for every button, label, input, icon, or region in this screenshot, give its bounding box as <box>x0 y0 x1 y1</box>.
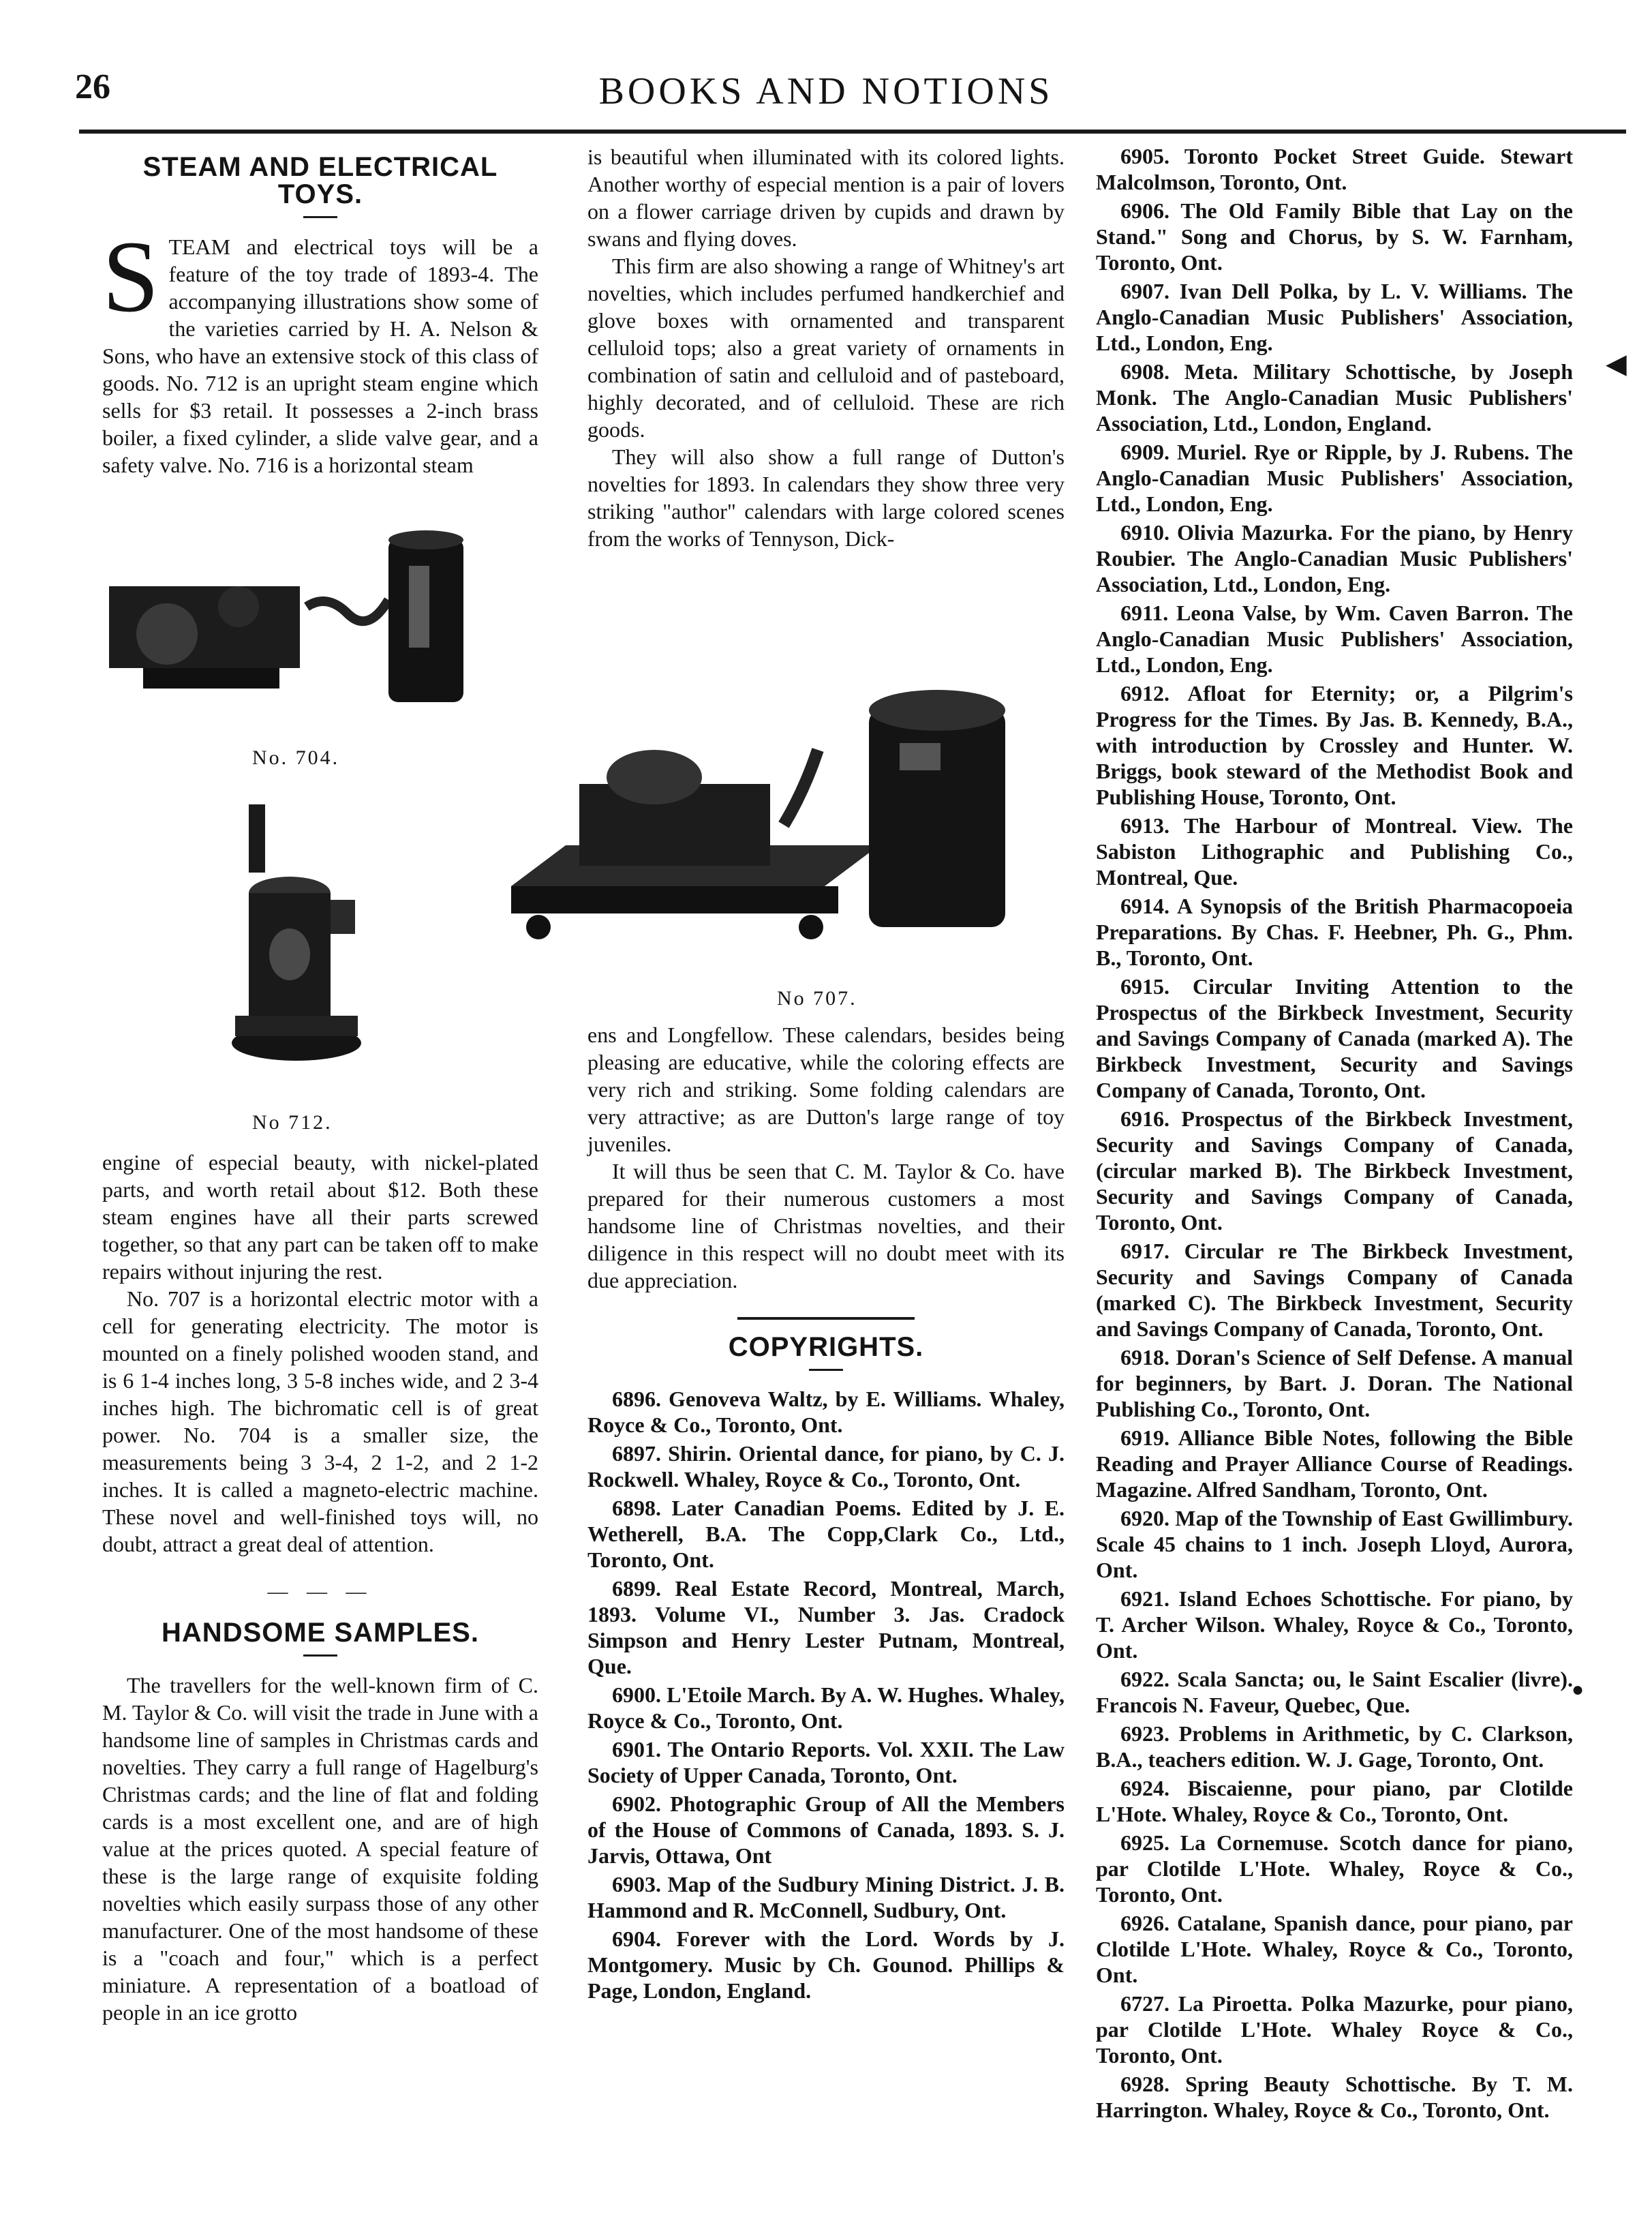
caption-712: No 712. <box>252 1111 333 1134</box>
copyright-entry: 6909. Muriel. Rye or Ripple, by J. Rubens. The Anglo-Canadian Music Publishers' Association, Ltd., London, Eng. <box>1096 440 1573 516</box>
margin-arrow-mark: ◀ <box>1606 348 1627 379</box>
copyright-entry: 6903. Map of the Sudbury Mining District. J. B. Hammond and R. McConnell, Sudbury, Ont. <box>587 1872 1065 1922</box>
samples-para-5: ens and Longfellow. These calendars, besides being pleasing are educative, while the coloring effects are very rich and striking. Some folding calendars are very attractive; as are Dutton's large range of toy juveniles. <box>587 1023 1065 1156</box>
copyright-entry: 6910. Olivia Mazurka. For the piano, by Henry Roubier. The Anglo-Canadian Music Publishers' Association, Ltd., London, Eng. <box>1096 520 1573 596</box>
heading-rule-2 <box>303 1654 337 1657</box>
copyright-entry: 6920. Map of the Township of East Gwillimbury. Scale 45 chains to 1 inch. Joseph Lloyd, Aurora, Ont. <box>1096 1506 1573 1582</box>
copyright-entry: 6923. Problems in Arithmetic, by C. Clarkson, B.A., teachers edition. W. J. Gage, Toronto, Ont. <box>1096 1721 1573 1772</box>
copyright-entry: 6905. Toronto Pocket Street Guide. Stewart Malcolmson, Toronto, Ont. <box>1096 144 1573 194</box>
copyright-entry: 6897. Shirin. Oriental dance, for piano, by C. J. Rockwell. Whaley, Royce & Co., Toronto, Ont. <box>587 1441 1065 1492</box>
copyright-entry: 6900. L'Etoile March. By A. W. Hughes. Whaley, Royce & Co., Toronto, Ont. <box>587 1682 1065 1733</box>
dropcap: S <box>102 220 159 333</box>
figure-707-illustration <box>498 682 1029 982</box>
column-1 <box>102 153 538 479</box>
margin-ink-blot: ● <box>1572 1678 1585 1701</box>
copyright-entry: 6911. Leona Valse, by Wm. Caven Barron. The Anglo-Canadian Music Publishers' Association, Ltd., London, Eng. <box>1096 601 1573 677</box>
caption-704: No. 704. <box>252 746 340 769</box>
samples-para-6: It will thus be seen that C. M. Taylor & Co. have prepared for their numerous customers a most handsome line of Christmas novelties, and their diligence in this respect will no doubt meet with its due appreciation. <box>587 1159 1065 1292</box>
header-rule <box>79 130 1626 134</box>
samples-heading: HANDSOME SAMPLES. <box>162 1618 479 1648</box>
copyright-entry: 6922. Scala Sancta; ou, le Saint Escalier (livre). Francois N. Faveur, Quebec, Que. <box>1096 1667 1573 1717</box>
copyrights-heading: COPYRIGHTS. <box>728 1332 924 1362</box>
copyright-entry: 6904. Forever with the Lord. Words by J. Montgomery. Music by Ch. Gounod. Phillips & Page, London, England. <box>587 1926 1065 2003</box>
copyright-entry: 6919. Alliance Bible Notes, following the Bible Reading and Prayer Alliance Course of Readings. Magazine. Alfred Sandham, Toronto, Ont. <box>1096 1425 1573 1502</box>
samples-para-1: The travellers for the well-known firm of C. M. Taylor & Co. will visit the trade in June with a handsome line of samples in Christmas cards and novelties. They carry a full range of Hagelburg's Christmas cards; and the line of flat and folding cards is a most excellent one, and are of high value at the prices quoted. A special feature of these is the large range of exquisite folding novelties which easily surpass those of any other manufacturer. One of the most handsome of these is a "coach and four," which is a perfect miniature. A representation of a boatload of people in an ice grotto <box>102 1673 538 2025</box>
copyrights-list-col2 <box>587 1386 1065 2003</box>
copyright-entry: 6917. Circular re The Birkbeck Investment, Security and Savings Company of Canada (marked C). The Birkbeck Investment, Security and Savings Company of Canada, Toronto, Ont. <box>1096 1239 1573 1341</box>
copyrights-rule <box>737 1317 915 1320</box>
heading-rule <box>303 216 337 218</box>
copyright-entry: 6901. The Ontario Reports. Vol. XXII. The Law Society of Upper Canada, Toronto, Ont. <box>587 1737 1065 1787</box>
samples-para-4: They will also show a full range of Dutton's novelties for 1893. In calendars they show three very striking "author" calendars with large colored scenes from the works of Tennyson, Dick- <box>587 444 1065 551</box>
journal-title: BOOKS AND NOTIONS <box>598 70 1054 112</box>
copyright-entry: 6899. Real Estate Record, Montreal, March, 1893. Volume VI., Number 3. Jas. Cradock Simpson and Henry Lester Putnam, Montreal, Que. <box>587 1576 1065 1678</box>
copyright-entry: 6907. Ivan Dell Polka, by L. V. Williams. The Anglo-Canadian Music Publishers' Association, Ltd., London, Eng. <box>1096 279 1573 355</box>
column-1-continued <box>102 1149 538 2026</box>
copyright-entry: 6924. Biscaienne, pour piano, par Clotilde L'Hote. Whaley, Royce & Co., Toronto, Ont. <box>1096 1776 1573 1826</box>
copyright-entry: 6908. Meta. Military Schottische, by Joseph Monk. The Anglo-Canadian Music Publishers' Association, Ltd., London, England. <box>1096 359 1573 436</box>
copyright-entry: 6727. La Piroetta. Polka Mazurke, pour piano, par Clotilde L'Hote. Whaley Royce & Co., Toronto, Ont. <box>1096 1991 1573 2068</box>
steam-intro <box>102 220 538 479</box>
copyright-entry: 6896. Genoveva Waltz, by E. Williams. Whaley, Royce & Co., Toronto, Ont. <box>587 1387 1065 1437</box>
samples-para-2: is beautiful when illuminated with its colored lights. Another worthy of especial mention is a pair of lovers on a flower carriage driven by cupids and drawn by swans and flying doves. <box>587 145 1065 251</box>
caption-707: No 707. <box>777 987 857 1010</box>
steam-para-2: engine of especial beauty, with nickel-plated parts, and worth retail about $12. Both these steam engines have all their parts screwed together, so that any part can be taken off to make repairs without injuring the rest. <box>102 1150 538 1284</box>
copyright-entry: 6906. The Old Family Bible that Lay on the Stand." Song and Chorus, by S. W. Farnham, Toronto, Ont. <box>1096 198 1573 275</box>
page-number: 26 <box>75 67 110 106</box>
column-2-continued <box>587 1021 1065 2006</box>
steam-para-3: No. 707 is a horizontal electric motor with a cell for generating electricity. The motor is mounted on a finely polished wooden stand, and is 6 1-4 inches long, 3 5-8 inches wide, and 2 3-4 inches high. The bichromatic cell is of great power. No. 704 is a smaller size, the measurements being 3 3-4, 2 1-2, and 2 1-2 inches. It is called a magneto-electric machine. These novel and well-finished toys will, no doubt, attract a great deal of attention. <box>102 1286 538 1556</box>
copyright-entry: 6918. Doran's Science of Self Defense. A manual for beginners, by Bart. J. Doran. The National Publishing Co., Toronto, Ont. <box>1096 1345 1573 1421</box>
copyright-entry: 6925. La Cornemuse. Scotch dance for piano, par Clotilde L'Hote. Whaley, Royce & Co., Toronto, Ont. <box>1096 1830 1573 1907</box>
copyright-entry: 6914. A Synopsis of the British Pharmacopoeia Preparations. By Chas. F. Heebner, Ph. G., Phm. B., Toronto, Ont. <box>1096 894 1573 970</box>
figure-712-illustration <box>221 798 371 1070</box>
copyright-entry: 6912. Afloat for Eternity; or, a Pilgrim's Progress for the Times. By Jas. B. Kennedy, B.A., with introduction by Crossley and Hunter. W. Briggs, book steward of the Methodist Book and Publishing House, Toronto, Ont. <box>1096 681 1573 809</box>
samples-para-3: This firm are also showing a range of Whitney's art novelties, which includes perfumed handkerchief and glove boxes with ornamented and transparent celluloid tops; also a great variety of ornaments in combination of satin and celluloid and of pasteboard, highly decorated, and of celluloid. These are rich goods. <box>587 254 1065 442</box>
copyright-entry: 6898. Later Canadian Poems. Edited by J. E. Wetherell, B.A. The Copp,Clark Co., Ltd., Toronto, Ont. <box>587 1496 1065 1572</box>
figure-704-illustration <box>102 525 484 736</box>
copyright-entry: 6926. Catalane, Spanish dance, pour piano, par Clotilde L'Hote. Whaley, Royce & Co., Toronto, Ont. <box>1096 1911 1573 1987</box>
copyrights-list-col3 <box>1096 143 1573 2126</box>
copyright-entry: 6916. Prospectus of the Birkbeck Investment, Security and Savings Company of Canada, (circular marked B). The Birkbeck Investment, Security and Savings Company of Canada, Toronto, Ont. <box>1096 1106 1573 1235</box>
copyright-entry: 6915. Circular Inviting Attention to the Prospectus of the Birkbeck Investment, Security and Savings Company of Canada (marked A). The Birkbeck Investment, Security and Savings Company of Canada, Toronto, Ont. <box>1096 974 1573 1102</box>
steam-para-1: TEAM and electrical toys will be a feature of the toy trade of 1893-4. The accompanying illustrations show some of the varieties carried by H. A. Nelson & Sons, who have an extensive stock of this class of goods. No. 712 is an upright steam engine which sells for $3 retail. It possesses a 2-inch brass boiler, a fixed cylinder, a slide valve gear, and a safety valve. No. 716 is a horizontal steam <box>102 235 538 477</box>
copyright-entry: 6902. Photographic Group of All the Members of the House of Commons of Canada, 1893. S. J. Jarvis, Ottawa, Ont <box>587 1791 1065 1868</box>
copyright-entry: 6928. Spring Beauty Schottische. By T. M. Harrington. Whaley, Royce & Co., Toronto, Ont. <box>1096 2072 1573 2122</box>
section-separator: — — — <box>267 1580 373 1603</box>
steam-heading: STEAM AND ELECTRICAL TOYS. <box>142 152 498 209</box>
copyright-entry: 6913. The Harbour of Montreal. View. The Sabiston Lithographic and Publishing Co., Montreal, Que. <box>1096 813 1573 890</box>
copyright-entry: 6921. Island Echoes Schottische. For piano, by T. Archer Wilson. Whaley, Royce & Co., Toronto, Ont. <box>1096 1586 1573 1663</box>
heading-rule-3 <box>809 1369 843 1371</box>
column-2 <box>587 143 1065 552</box>
